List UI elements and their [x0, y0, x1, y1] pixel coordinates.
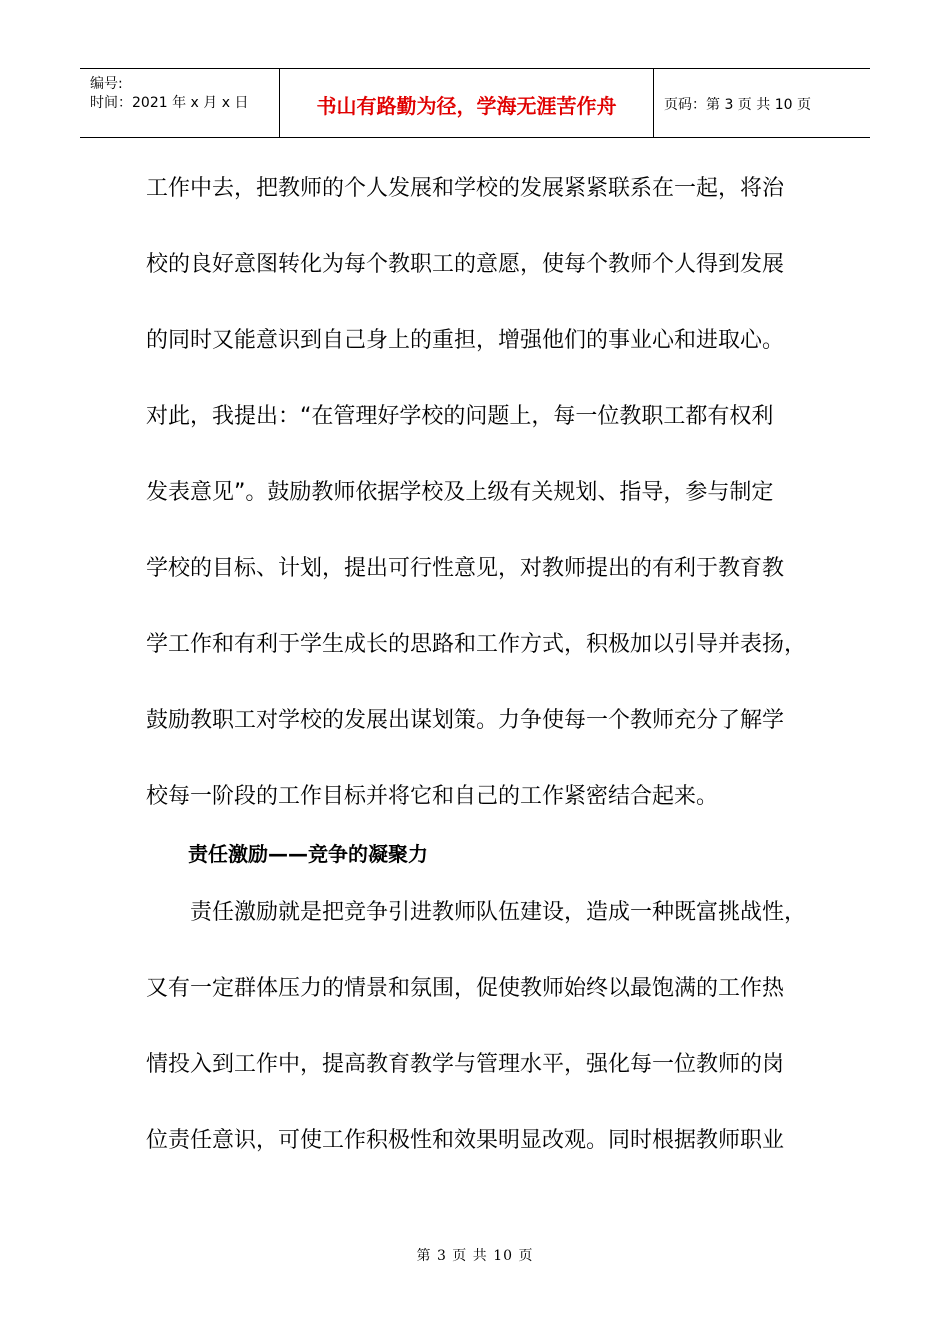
time-label: 时间：2021 年 x 月 x 日 — [90, 95, 249, 111]
header-motto: 书山有路勤为径，学海无涯苦作舟 — [280, 69, 654, 137]
body-line: 工作中去，把教师的个人发展和学校的发展紧紧联系在一起，将治 — [146, 176, 785, 201]
body-line: 情投入到工作中，提高教育教学与管理水平，强化每一位教师的岗 — [146, 1052, 785, 1077]
body-line: 位责任意识，可使工作积极性和效果明显改观。同时根据教师职业 — [146, 1128, 785, 1153]
header-page-info: 页码：第 3 页 共 10 页 — [664, 97, 811, 113]
body-line: 鼓励教职工对学校的发展出谋划策。力争使每一个教师充分了解学 — [146, 708, 785, 733]
body-line: 校的良好意图转化为每个教职工的意愿，使每个教师个人得到发展 — [146, 252, 785, 277]
body-line: 校每一阶段的工作目标并将它和自己的工作紧密结合起来。 — [146, 784, 719, 809]
number-label: 编号: — [90, 76, 123, 92]
document-header — [80, 68, 870, 138]
body-line: 学工作和有利于学生成长的思路和工作方式，积极加以引导并表扬， — [146, 632, 807, 657]
body-line: 的同时又能意识到自己身上的重担，增强他们的事业心和进取心。 — [146, 328, 785, 353]
body-line: 发表意见”。鼓励教师依据学校及上级有关规划、指导，参与制定 — [146, 480, 774, 505]
body-line: 责任激励就是把竞争引进教师队伍建设，造成一种既富挑战性， — [190, 900, 807, 925]
body-line: 又有一定群体压力的情景和氛围，促使教师始终以最饱满的工作热 — [146, 976, 785, 1001]
section-heading: 责任激励——竞争的凝聚力 — [188, 842, 428, 866]
header-meta — [80, 69, 280, 137]
body-line: 学校的目标、计划，提出可行性意见，对教师提出的有利于教育教 — [146, 556, 785, 581]
page-footer: 第 3 页 共 10 页 — [416, 1248, 534, 1264]
document-body — [146, 170, 806, 1198]
body-line: 对此，我提出：“在管理好学校的问题上，每一位教职工都有权利 — [146, 404, 774, 429]
